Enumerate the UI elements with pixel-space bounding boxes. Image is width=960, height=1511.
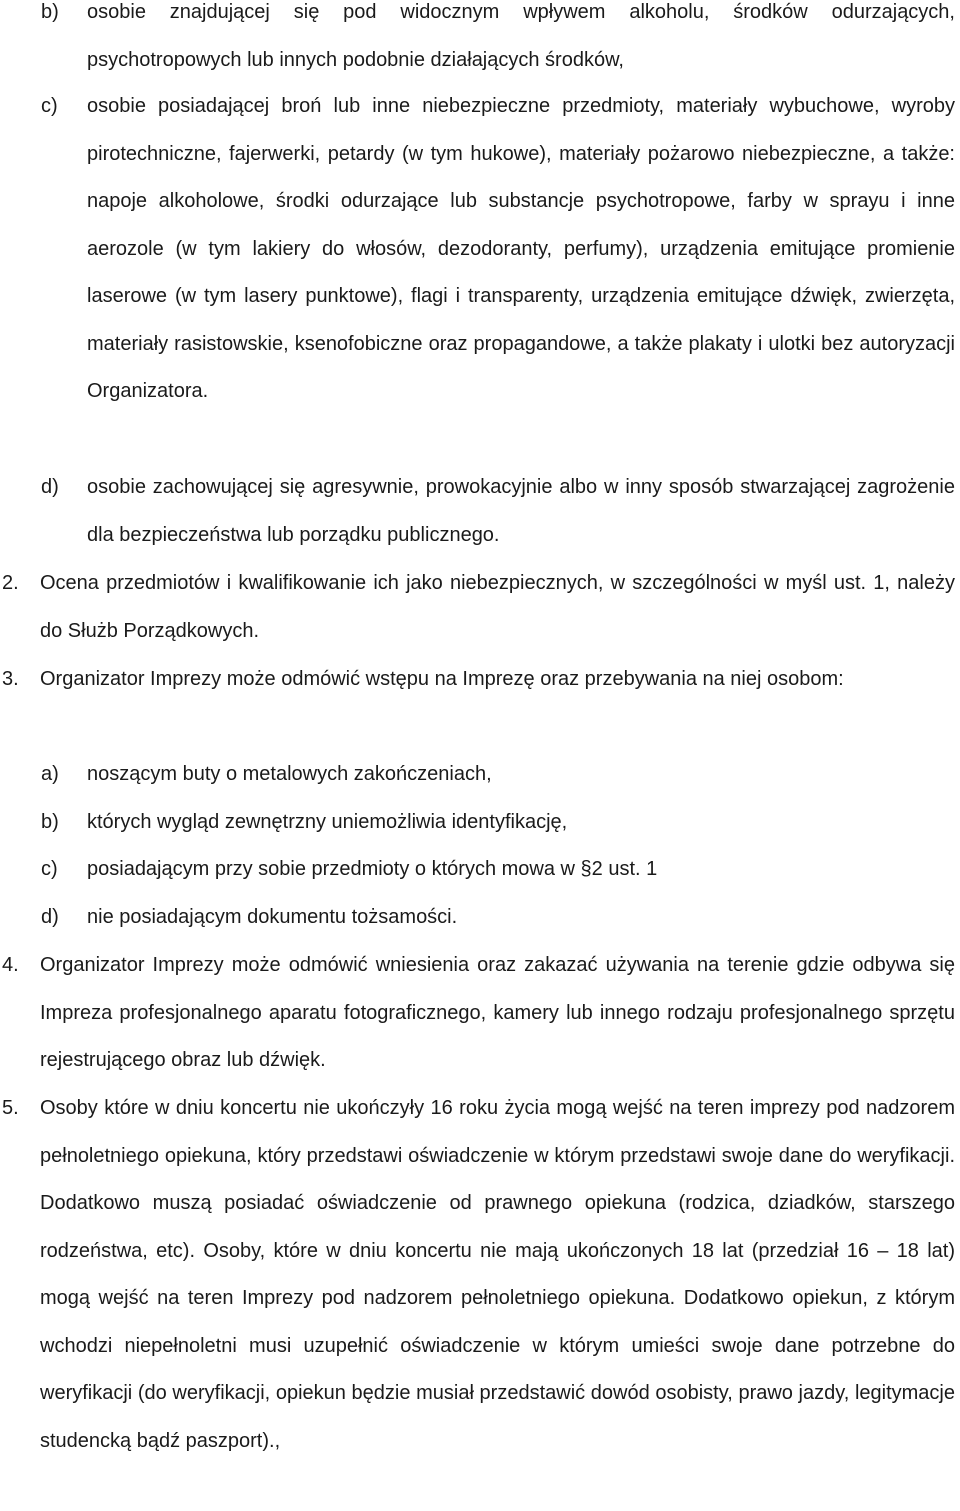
list-item-text: osobie zachowującej się agresywnie, prowokacyjnie albo w inny sposób stwarzającej zagrożenie dla bezpieczeństwa lub porządku publicznego. (87, 476, 955, 546)
list-item-text: osobie posiadającej broń lub inne niebezpieczne przedmioty, materiały wybuchowe, wyroby pirotechniczne, fajerwerki, petardy (w tym hukowe), materiały pożarowo niebezpieczne, a także: napoje alkoholowe, środki odurzające lub substancje psychotropowe, farby w sprayu i inne aerozole (w tym lakiery do włosów, dezodoranty, perfumy), urządzenia emitujące promienie laserowe (w tym lasery punktowe), flagi i transparenty, urządzenia emitujące dźwięk, zwierzęta, materiały rasistowskie, ksenofobiczne oraz propagandowe, a także plakaty i ulotki bez autoryzacji Organizatora. (87, 95, 955, 402)
list-marker: b) (41, 811, 59, 833)
list-item-c (41, 846, 955, 894)
paragraph-number: 2. (2, 572, 19, 594)
list-item-b (41, 0, 955, 84)
paragraph-4 (2, 942, 955, 1085)
paragraph-number: 3. (2, 668, 19, 690)
paragraph-text: Organizator Imprezy może odmówić wstępu na Imprezę oraz przebywania na niej osobom: (40, 668, 844, 690)
list-marker: d) (41, 476, 59, 498)
list-marker: c) (41, 858, 58, 880)
list-marker: c) (41, 95, 58, 117)
list-item-b (41, 799, 955, 847)
paragraph-text: Organizator Imprezy może odmówić wniesienia oraz zakazać używania na terenie gdzie odbywa się Impreza profesjonalnego aparatu fotograficznego, kamery lub innego rodzaju profesjonalnego sprzętu rejestrującego obraz lub dźwięk. (40, 954, 955, 1071)
list-item-text: osobie znajdującej się pod widocznym wpływem alkoholu, środków odurzających, psychotropowych lub innych podobnie działających środków, (87, 1, 955, 71)
list-marker: d) (41, 906, 59, 928)
paragraph-number: 4. (2, 954, 19, 976)
list-item-d (41, 464, 955, 559)
list-marker: b) (41, 1, 59, 23)
paragraph-text: Ocena przedmiotów i kwalifikowanie ich jako niebezpiecznych, w szczególności w myśl ust. 1, należy do Służb Porządkowych. (40, 572, 955, 642)
paragraph-2 (2, 560, 955, 655)
list-item-text: posiadającym przy sobie przedmioty o których mowa w §2 ust. 1 (87, 858, 658, 880)
paragraph-number: 5. (2, 1097, 19, 1119)
list-item-text: których wygląd zewnętrzny uniemożliwia identyfikację, (87, 811, 568, 833)
paragraph-3 (2, 656, 955, 704)
list-item-text: noszącym buty o metalowych zakończeniach, (87, 763, 492, 785)
list-item-a (41, 751, 955, 799)
paragraph-5 (2, 1085, 955, 1465)
list-item-c (41, 83, 955, 416)
paragraph-text: Osoby które w dniu koncertu nie ukończyły 16 roku życia mogą wejść na teren imprezy pod nadzorem pełnoletniego opiekuna, który przedstawi oświadczenie w którym przedstawi swoje dane do weryfikacji. Dodatkowo muszą posiadać oświadczenie od prawnego opiekuna (rodzica, dziadków, starszego rodzeństwa, etc). Osoby, które w dniu koncertu nie mają ukończonych 18 lat (przedział 16 – 18 lat) mogą wejść na teren Imprezy pod nadzorem pełnoletniego opiekuna. Dodatkowo opiekun, z którym wchodzi niepełnoletni musi uzupełnić oświadczenie w którym umieści swoje dane potrzebne do weryfikacji (do weryfikacji, opiekun będzie musiał przedstawić dowód osobisty, prawo jazdy, legitymacje studencką bądź paszport)., (40, 1097, 955, 1452)
list-item-text: nie posiadającym dokumentu tożsamości. (87, 906, 458, 928)
list-marker: a) (41, 763, 59, 785)
list-item-d (41, 894, 955, 942)
